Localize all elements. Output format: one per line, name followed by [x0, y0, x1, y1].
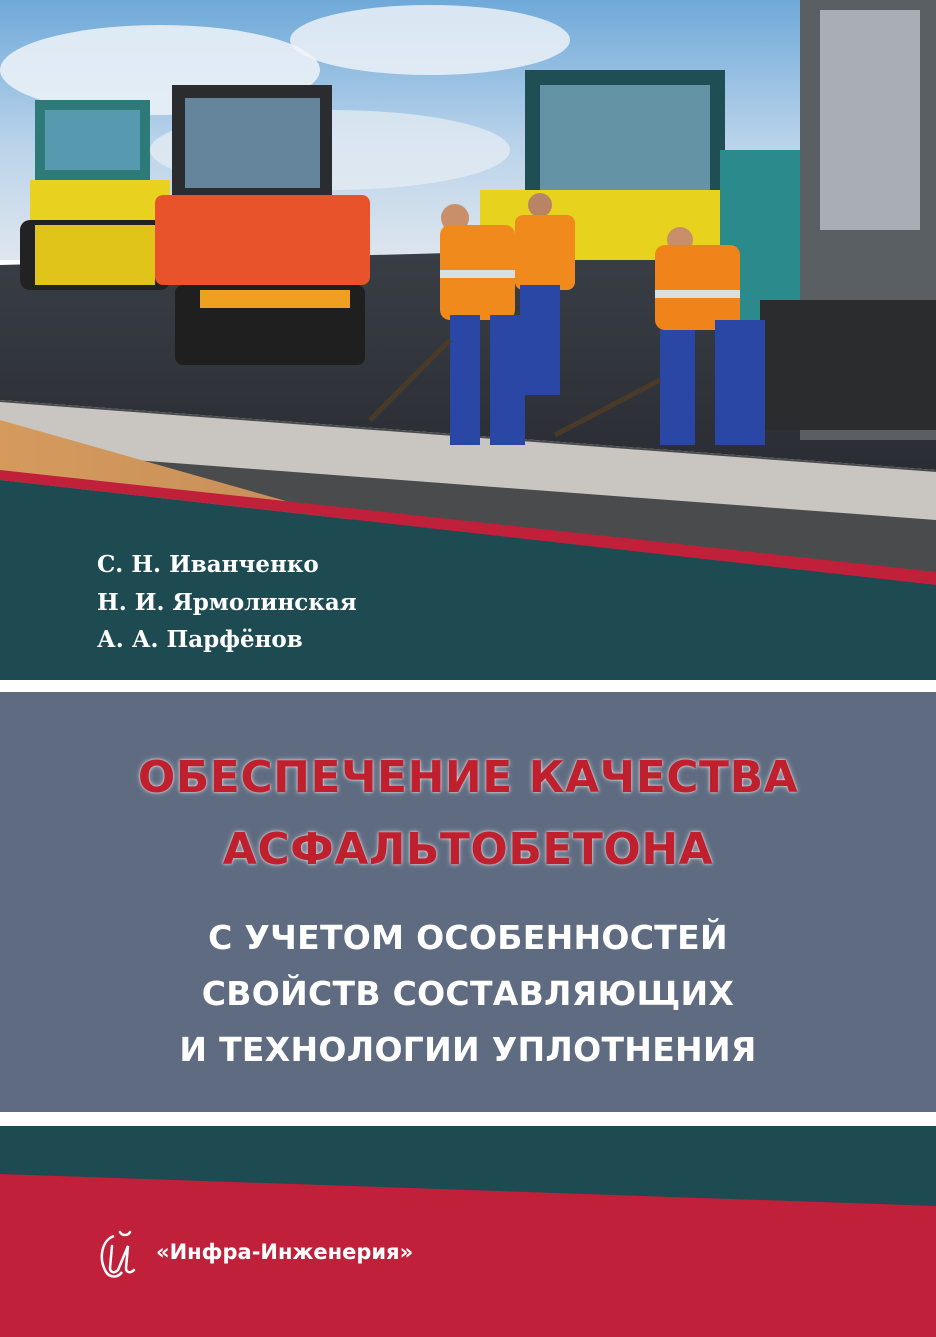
publisher-logo-icon	[96, 1222, 146, 1282]
author-name: С. Н. Иванченко	[97, 551, 319, 578]
title-main-line: ОБЕСПЕЧЕНИЕ КАЧЕСТВА	[137, 752, 799, 803]
title-subtitle-line: СВОЙСТВ СОСТАВЛЯЮЩИХ	[201, 974, 735, 1013]
publisher-name: «Инфра-Инженерия»	[156, 1240, 414, 1264]
title-subtitle-line: С УЧЕТОМ ОСОБЕННОСТЕЙ	[208, 918, 728, 957]
author-name: Н. И. Ярмолинская	[97, 589, 357, 616]
title-panel	[0, 692, 936, 1112]
author-name: А. А. Парфёнов	[97, 626, 303, 653]
title-subtitle-line: И ТЕХНОЛОГИИ УПЛОТНЕНИЯ	[179, 1030, 757, 1069]
title-main-line: АСФАЛЬТОБЕТОНА	[222, 824, 714, 875]
